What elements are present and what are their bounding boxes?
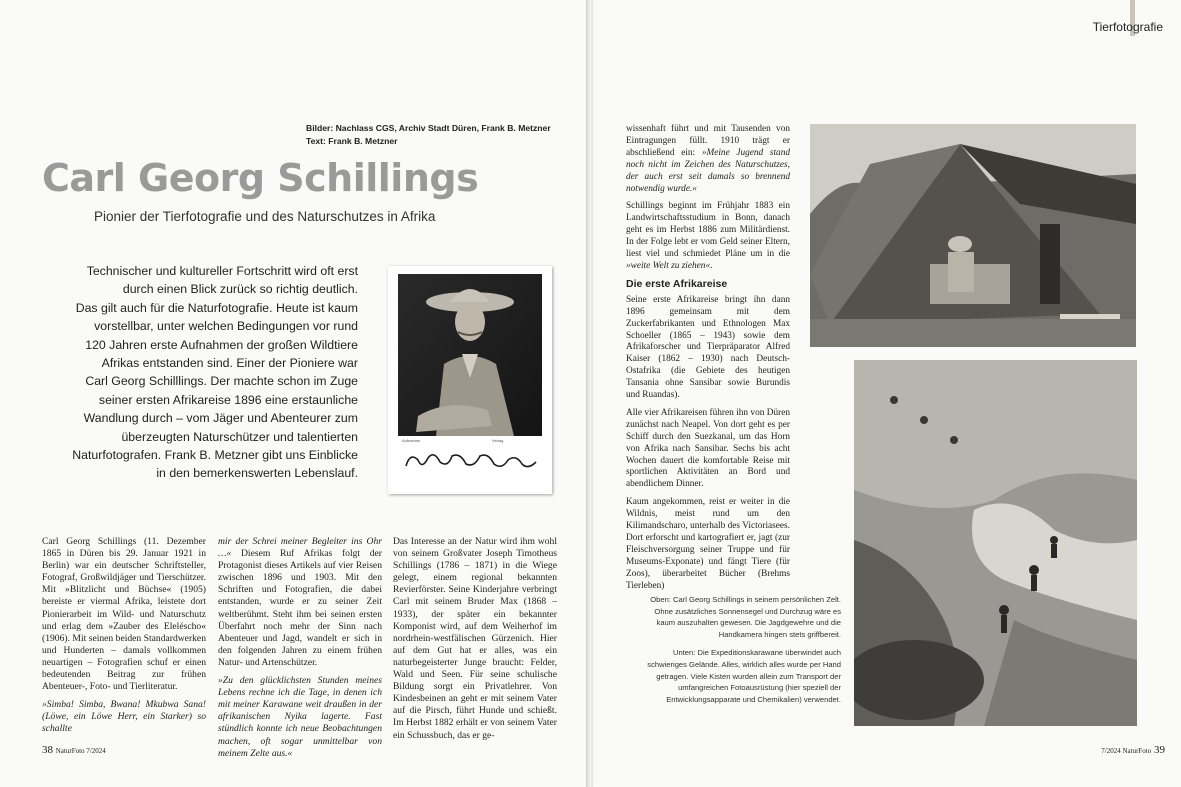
- tent-photo: [810, 124, 1136, 347]
- lead-line: Carl Georg Schilllings. Der machte schon im Zuge: [85, 374, 358, 389]
- page-number: 38: [42, 744, 53, 756]
- lead-line: Naturfotografen. Frank B. Metzner gibt uns Einblicke: [72, 448, 358, 463]
- article-subtitle: Pionier der Tierfotografie und des Naturschutzes in Afrika: [94, 209, 436, 224]
- magazine-issue: 7/2024 NaturFoto: [1101, 747, 1152, 755]
- lead-line: durch einen Blick zurück so richtig deutlich.: [122, 282, 358, 297]
- paragraph-text: wissenhaft führt und mit Tausenden von Eintragungen füllt. 1910 trägt er abschließend ein:: [626, 124, 790, 158]
- section-subheading: Die erste Afrikareise: [626, 277, 728, 290]
- paragraph-text: Diesem Ruf Afrikas folgt der Protagonist dieses Artikels auf vier Reisen zwischen 1896 und 1903. Mit den Schriften und Fotografien, die dabei entstanden, wurde er zu seiner Zeit weltberühmt. Steht ihm bei seinen ersten Überfahrt noch mehr der Sinn nach Abenteuer und Jagd, wandelt er sich in den folgenden Jahren zu einem frühen Natur- und Artenschützer.: [218, 548, 382, 668]
- punctuation: .: [710, 260, 713, 271]
- paragraph: Kaum angekommen, reist er weiter in die Wildnis, meist rund um den Kilimandscharo, unterhalb des Victoriasees. Dort erforscht und kartografiert er, jagt (zur Fleischversorgung seiner Truppe und für Museums-Exponate) und fängt Tiere (für Zoos), überarbeitet Bücher (Brehms Tierleben): [626, 497, 790, 591]
- svg-text:Aufnahme: Aufnahme: [402, 438, 421, 443]
- text-column-3: [393, 536, 557, 748]
- lead-line: vorstellbar, unter welchen Bedingungen vor rund: [94, 319, 358, 334]
- caption-top: Oben: Carl Georg Schillings in seinem persönlichen Zelt. Ohne zusätzliches Sonnensegel und Durchzug wäre es kaum auszuhalten gewesen. Die Jagdgewehre und die Handkamera hingen stets griffbereit.: [650, 595, 841, 639]
- lead-line: in den bemerkenswerten Lebenslauf.: [156, 466, 358, 481]
- paragraph: Seine erste Afrikareise bringt ihn dann 1896 gemeinsam mit dem Zuckerfabrikanten und Ethnologen Max Schoeller (1865 – 1943) sowie dem Afrikaforscher und Tierpräparator Alfred Kaiser (1862 – 1930) nach Deutsch-Ostafrika (die Gebiete des heutigen Tansania ohne Sansibar sowie Burundis und Ruandas).: [626, 294, 790, 401]
- photo-captions: [647, 594, 841, 712]
- lead-line: Wandlung durch – vom Jäger und Abenteurer zum: [83, 411, 358, 426]
- left-folio: [42, 744, 106, 756]
- image-credits: [306, 122, 551, 148]
- lead-line: Das gilt auch für die Naturfotografie. Heute ist kaum: [75, 300, 358, 315]
- caravan-photo: [854, 360, 1137, 726]
- paragraph: [42, 699, 206, 735]
- credits-text: Text: Frank B. Metzner: [306, 136, 398, 146]
- tent-image: [810, 124, 1136, 347]
- article-title: Carl Georg Schillings: [42, 156, 479, 200]
- quote-text: »Simba! Simba, Bwana! Mkubwa Sana! (Löwe, ein Löwe Herr, ein Starker) so schallte: [42, 699, 206, 735]
- paragraph: Alle vier Afrikareisen führen ihn von Düren zunächst nach Neapel. Von dort geht es per Schiff durch den Suezkanal, um das Horn von Afrika nach Sansibar. Sechs bis acht Wochen dauert die komfortable Reise mit sportlichen Aktivitäten an Bord und abendlichem Dinner.: [626, 407, 790, 490]
- lead-paragraph: [58, 262, 358, 483]
- quote-text: »weite Welt zu ziehen«: [626, 260, 711, 271]
- text-column-4: [626, 124, 790, 599]
- paragraph: [626, 124, 790, 195]
- section-label: Tierfotografie: [1092, 20, 1163, 34]
- magazine-issue: NaturFoto 7/2024: [55, 747, 106, 755]
- paragraph-text: Schillings beginnt im Frühjahr 1883 ein Landwirtschaftsstudium in Bonn, danach geht es im Herbst 1886 zum Militärdienst. In der Folge lebt er vom Geld seiner Eltern, liest viel und schmiedet Pläne um in die: [626, 201, 790, 260]
- paragraph: [218, 536, 382, 669]
- left-page: [0, 0, 588, 787]
- portrait-photo: [388, 266, 552, 494]
- page-number: 39: [1154, 744, 1165, 756]
- paragraph: Das Interesse an der Natur wird ihm wohl von seinem Großvater Joseph Timotheus Schillings (1786 – 1871) in die Wiege gelegt, einem regional bekannten Revierförster. Seine Kinderjahre verbringt Carl mit seinem Bruder Max (1868 – 1933), der später ein bekannter Komponist wird, auf dem Weiherhof im nordrhein-westfälischen Gürzenich. Hier auf dem Gut hat er alles, was ein naturbegeisterter Junge braucht: Felder, Wald und Seen. Für seine schulische Bildung sorgt ein Privatlehrer. Von Kindesbeinen an geht er mit seinem Vater auf die Pirsch, führt Hunde und schießt. Im Herbst 1882 erhält er von seinem Vater ein Schussbuch, das er ge-: [393, 536, 557, 741]
- paragraph: Carl Georg Schillings (11. Dezember 1865 in Düren bis 29. Januar 1921 in Berlin) war ein deutscher Schriftsteller, Fotograf, Großwildjäger und Tierschützer. Mit »Blitzlicht und Büchse« (1905) bereiste er viermal Afrika, leistete dort Pionierarbeit im Wild- und Naturschutz und erlag dem »Zauber des Eleléscho« (1906). Mit seinen beiden Standardwerken und Hunderten – damals vollkommen neuartigen – Fotografien schuf er einen bedeutenden Beitrag zur frühen Abenteuer-, Foto- und Tierliteratur.: [42, 536, 206, 693]
- right-folio: [1101, 744, 1165, 756]
- lead-line: Technischer und kultureller Fortschritt wird oft erst: [86, 264, 358, 278]
- quote-text: »Zu den glücklichsten Stunden meines Lebens rechne ich die Tage, in denen ich mit meiner Karawane weit draußen in der afrikanischen Nyika lagerte. Fast stündlich konnte ich neue Beobachtungen machen, oft sogar unmittelbar von meinem Zelte aus.«: [218, 675, 382, 759]
- paragraph: [218, 675, 382, 760]
- caption-bottom: Unten: Die Expeditionskarawane überwindet auch schwieriges Gelände. Alles, wirklich alles wurde per Hand getragen. Viele Kisten wurden allein zum Transport der umfangreichen Fotoausrüstung (hier speziell der Entwicklungsapparate und Chemikalien) verwendet.: [647, 648, 841, 704]
- lead-line: Afrikas entstanden sind. Einer der Pioniere war: [101, 356, 358, 371]
- right-page: [593, 0, 1181, 787]
- lead-line: 120 Jahren erste Aufnahmen der großen Wildtiere: [85, 337, 358, 352]
- svg-text:Verlag: Verlag: [492, 438, 504, 443]
- text-column-1: [42, 536, 206, 742]
- paragraph: [626, 201, 790, 272]
- quote-text: »Meine Jugend stand noch nicht im Zeichen des Naturschutzes, der auch erst seit damals so brennend notwendig wurde.«: [626, 147, 791, 194]
- lead-line: seiner ersten Afrikareise 1896 eine erstaunliche: [98, 392, 358, 407]
- credits-images: Bilder: Nachlass CGS, Archiv Stadt Düren, Frank B. Metzner: [306, 123, 551, 133]
- text-column-2: [218, 536, 382, 766]
- signature-mark: [406, 455, 536, 467]
- caravan-image: [854, 360, 1137, 726]
- lead-line: überzeugten Naturschützer und talentierten: [121, 429, 358, 444]
- quote-text: mir der Schrei meiner Begleiter ins Ohr …«: [218, 536, 382, 560]
- portrait-image: [388, 266, 552, 494]
